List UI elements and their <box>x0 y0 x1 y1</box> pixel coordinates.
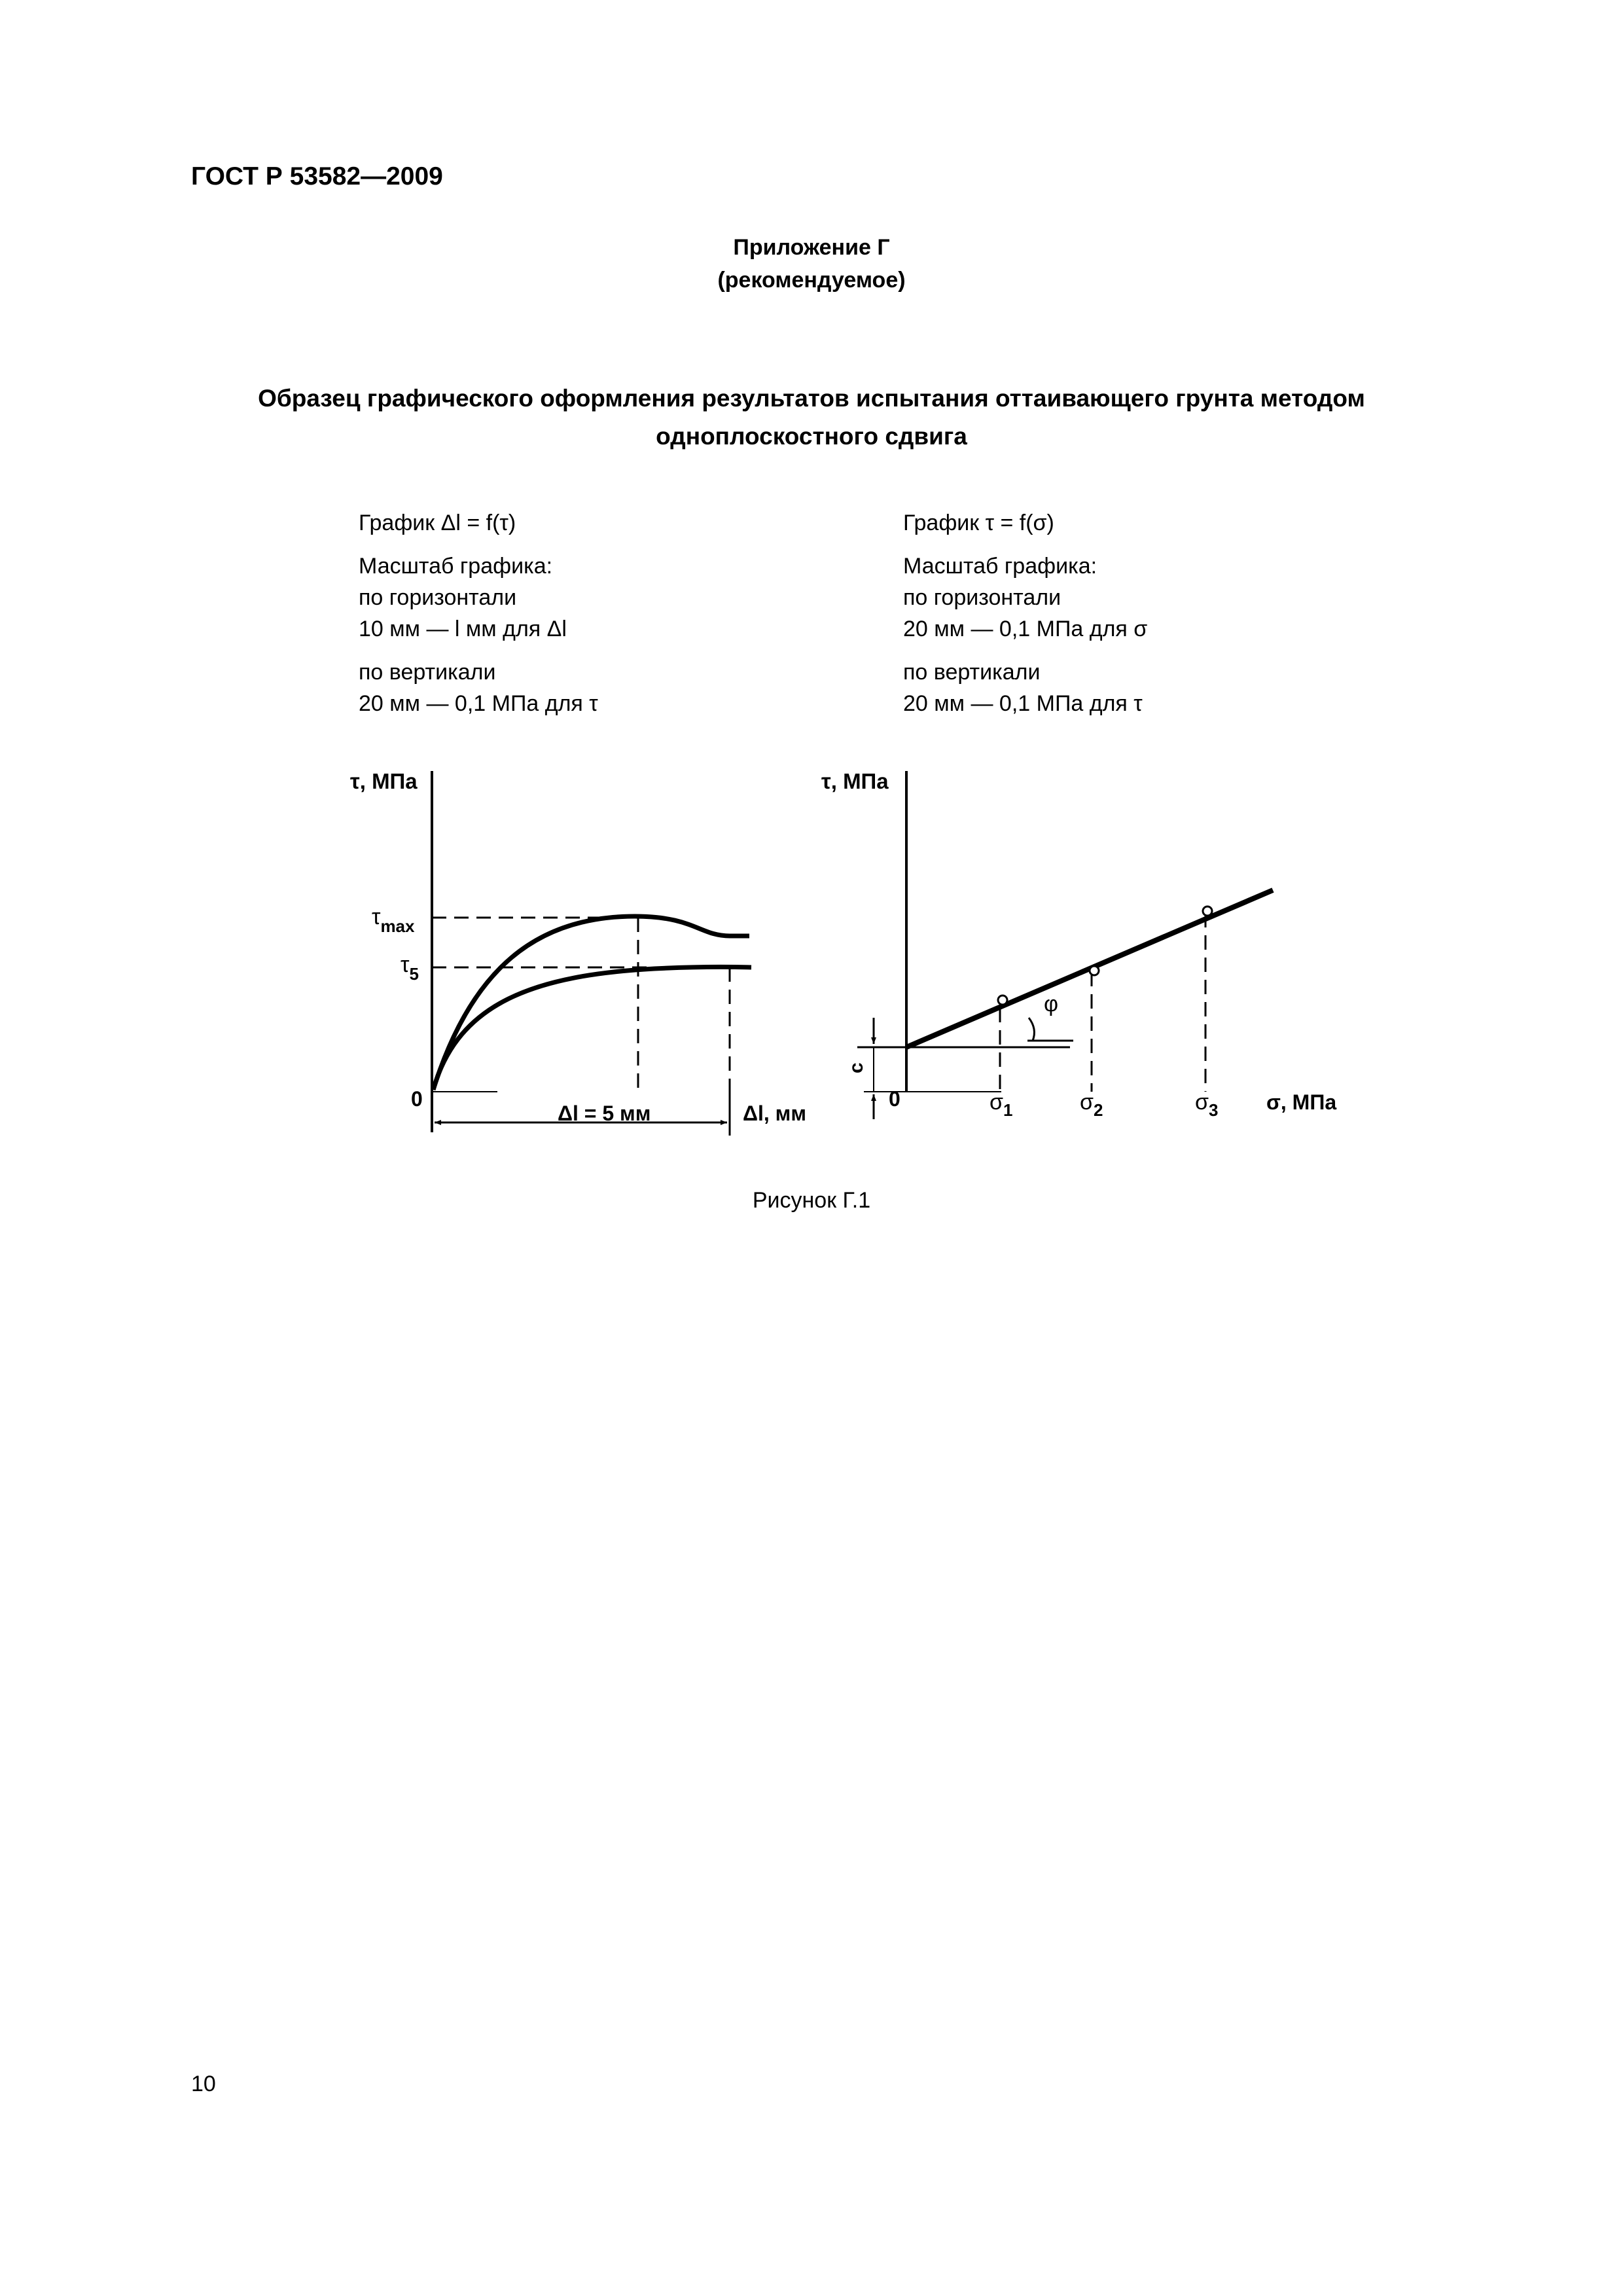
sigma2-label: $\sigma_2$ <box>1080 1090 1103 1120</box>
right-horizontal-value: 20 мм — 0,1 МПа для σ <box>903 617 1148 641</box>
right-x-axis-label: σ, МПа <box>1266 1090 1337 1114</box>
right-horizontal-label: по горизонтали <box>903 585 1061 610</box>
left-x-axis-label: Δl, мм <box>743 1102 807 1125</box>
right-vertical-value: 20 мм — 0,1 МПа для τ <box>903 691 1143 716</box>
tau-max-label: $\tau_{max}$ <box>372 905 415 936</box>
dl-dimension-label: Δl = 5 мм <box>558 1102 651 1125</box>
left-horizontal-value: 10 мм — l мм для Δl <box>359 617 567 641</box>
right-vertical-label: по вертикали <box>903 660 1041 685</box>
left-horizontal-label: по горизонтали <box>359 585 517 610</box>
phi-angle-arc <box>1029 1018 1034 1041</box>
right-graph-name: График τ = f(σ) <box>903 511 1054 535</box>
tau-5-label: $\tau_5$ <box>401 952 419 984</box>
sigma3-label: $\sigma_3$ <box>1195 1090 1219 1120</box>
test-point-2 <box>1090 966 1099 975</box>
phi-label: φ <box>1044 992 1059 1016</box>
document-code: ГОСТ Р 53582—2009 <box>191 162 443 190</box>
page-number: 10 <box>191 2072 216 2096</box>
right-y-axis-label: τ, МПа <box>821 769 889 793</box>
figure-caption: Рисунок Г.1 <box>752 1188 871 1213</box>
sigma1-label: $\sigma_1$ <box>990 1090 1013 1120</box>
annex-status: (рекомендуемое) <box>717 268 906 293</box>
right-origin-label: 0 <box>889 1087 901 1111</box>
left-scale-label: Масштаб графика: <box>359 554 553 579</box>
test-point-3 <box>1203 906 1212 916</box>
right-diagram <box>821 769 1336 1120</box>
annex-title: Приложение Г <box>733 235 890 260</box>
left-upper-curve <box>433 916 749 1090</box>
left-origin-label: 0 <box>411 1087 423 1111</box>
left-vertical-value: 20 мм — 0,1 МПа для τ <box>359 691 598 716</box>
left-vertical-label: по вертикали <box>359 660 496 685</box>
c-label: c <box>846 1062 867 1073</box>
left-graph-name: График Δl = f(τ) <box>359 511 516 535</box>
right-scale-label: Масштаб графика: <box>903 554 1097 579</box>
test-point-1 <box>998 996 1007 1005</box>
left-diagram <box>350 769 806 1136</box>
section-title-line1: Образец графического оформления результатов испытания оттаивающего грунта методом <box>258 385 1365 412</box>
left-y-axis-label: τ, МПа <box>350 769 418 793</box>
section-title-line2: одноплоскостного сдвига <box>656 423 967 450</box>
left-lower-curve <box>433 967 751 1090</box>
